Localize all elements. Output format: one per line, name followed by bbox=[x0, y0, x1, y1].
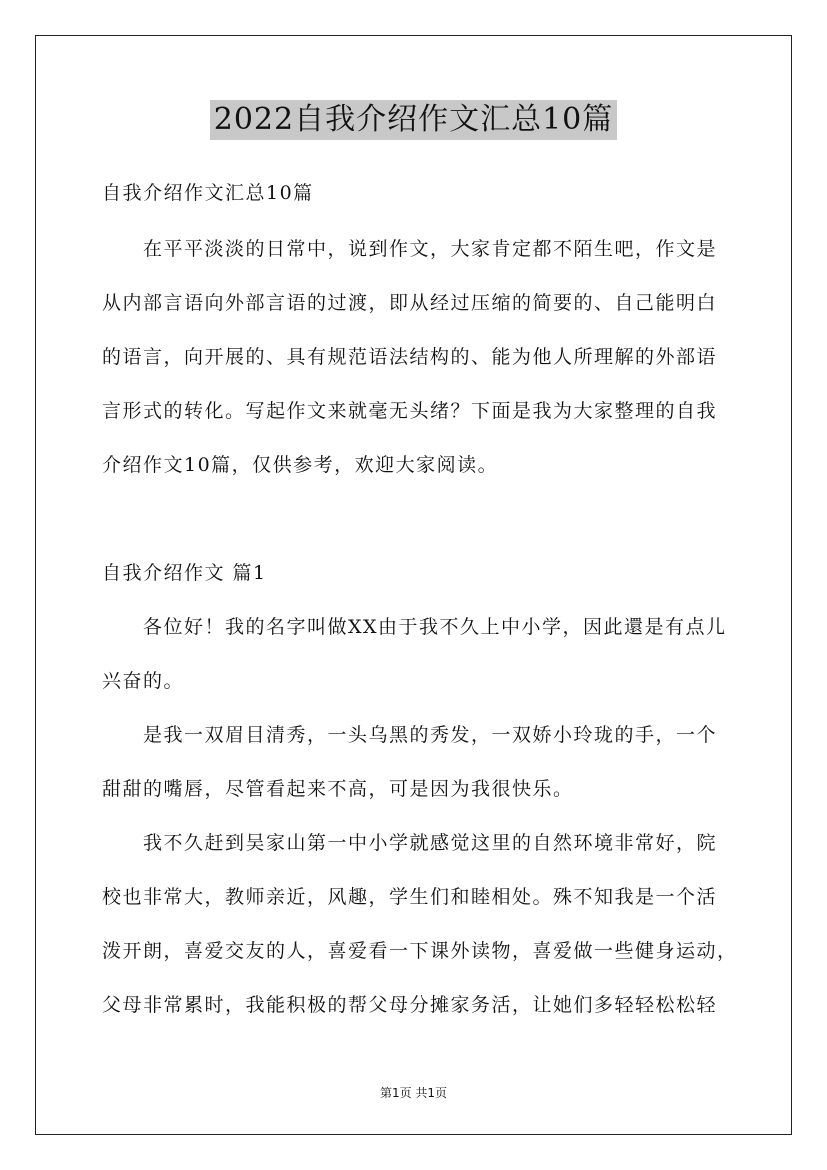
intro-line: 言形式的转化。写起作文来就毫无头绪？下面是我为大家整理的自我 bbox=[102, 400, 718, 422]
paragraph-line: 是我一双眉目清秀，一头乌黑的秀发，一双娇小玲珑的手，一个 bbox=[143, 724, 718, 746]
intro-line: 介绍作文10篇，仅供参考，欢迎大家阅读。 bbox=[102, 454, 499, 476]
paragraph-line: 父母非常累时，我能积极的帮父母分摊家务活，让她们多轻轻松松轻 bbox=[102, 994, 718, 1016]
page-footer: 第1页 共1页 bbox=[379, 1086, 448, 1100]
intro-line: 从内部言语向外部言语的过渡，即从经过压缩的简要的、自己能明白 bbox=[102, 292, 718, 314]
paragraph-line: 校也非常大，教师亲近，风趣，学生们和睦相处。殊不知我是一个活 bbox=[102, 886, 718, 908]
paragraph-line: 泼开朗，喜爱交友的人，喜爱看一下课外读物，喜爱做一些健身运动， bbox=[102, 940, 738, 962]
paragraph-line: 我不久赶到吴家山第一中小学就感觉这里的自然环境非常好，院 bbox=[143, 832, 718, 854]
section-heading: 自我介绍作文 篇1 bbox=[102, 562, 267, 584]
document-title: 2022自我介绍作文汇总10篇 bbox=[210, 100, 618, 140]
title-container bbox=[0, 100, 827, 140]
intro-line: 的语言，向开展的、具有规范语法结构的、能为他人所理解的外部语 bbox=[102, 346, 718, 368]
subtitle: 自我介绍作文汇总10篇 bbox=[102, 182, 314, 204]
intro-line: 在平平淡淡的日常中，说到作文，大家肯定都不陌生吧，作文是 bbox=[143, 238, 718, 260]
paragraph-line: 兴奋的。 bbox=[102, 670, 185, 692]
paragraph-line: 各位好！我的名字叫做XX由于我不久上中小学，因此還是有点儿 bbox=[143, 616, 727, 638]
paragraph-line: 甜甜的嘴唇，尽管看起来不高，可是因为我很快乐。 bbox=[102, 778, 574, 800]
